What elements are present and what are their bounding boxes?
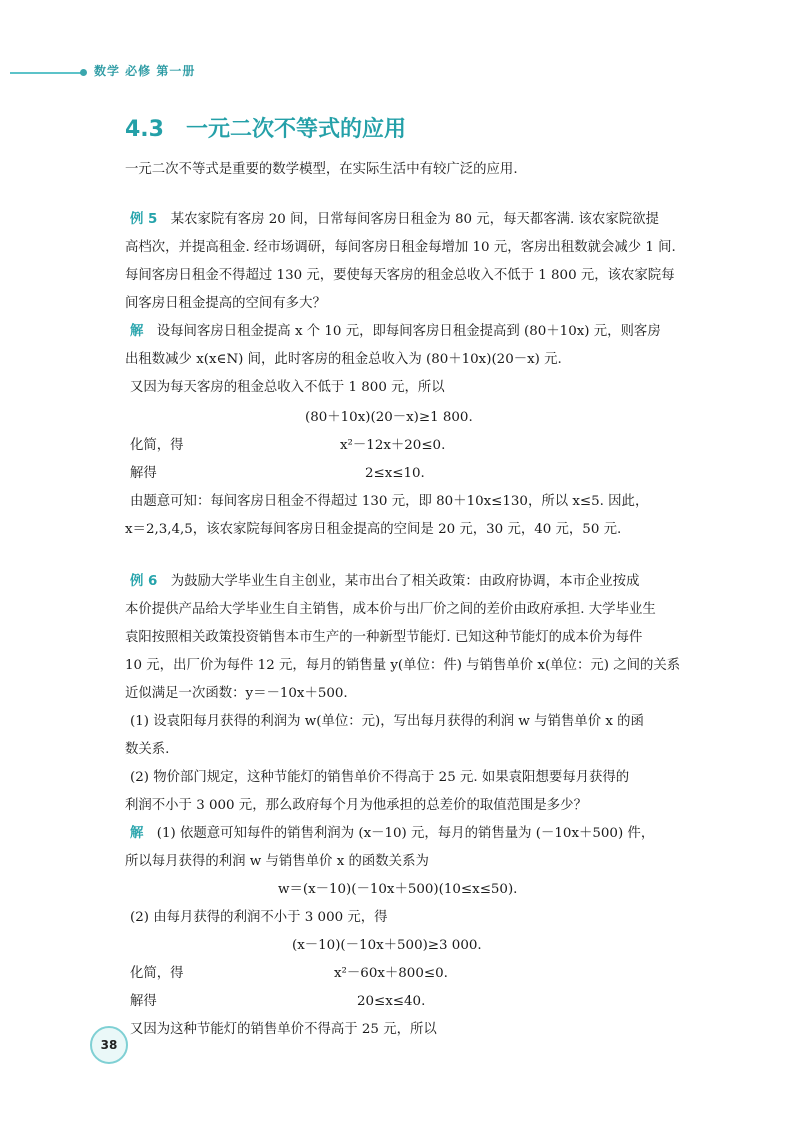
running-title: 数学 必修 第一册 <box>94 64 196 78</box>
example5-line-1: 例 5 某农家院有客房 20 间，日常每间客房日租金为 80 元，每天都客满. 该农家院欲提 <box>130 212 659 227</box>
example5-line-4: 间客房日租金提高的空间有多大？ <box>125 296 326 311</box>
header-dot <box>80 69 87 76</box>
example6-solution-line-1: 解 (1) 依题意可知每件的销售利润为 (x－10) 元，每月的销售量为 (－10x＋500) 件， <box>130 826 655 841</box>
example5-line-3: 每间客房日租金不得超过 130 元，要使每天客房的租金总收入不低于 1 800 元，该农家院每 <box>125 268 675 283</box>
example5-simplify-label: 化简，得 <box>130 438 184 453</box>
example6-line-5: 近似满足一次函数：y＝－10x＋500. <box>125 686 348 701</box>
example6-inequality-3: 20≤x≤40. <box>357 994 426 1009</box>
example5-inequality-2: x²－12x＋20≤0. <box>340 438 446 453</box>
example6-line-4: 10 元，出厂价为每件 12 元，每月的销售量 y(单位：件) 与销售单价 x(单位：元) 之间的关系 <box>125 658 681 673</box>
example6-solve-label: 解得 <box>130 994 157 1009</box>
page-number: 38 <box>90 1026 128 1064</box>
example5-solve-label: 解得 <box>130 466 157 481</box>
section-number: 4.3 <box>125 117 164 142</box>
example5-conclusion-1: 由题意可知：每间客房日租金不得超过 130 元，即 80＋10x≤130，所以 x≤5. 因此， <box>130 494 649 509</box>
section-title <box>125 112 406 143</box>
example5-conclusion-2: x＝2,3,4,5，该农家院每间客房日租金提高的空间是 20 元，30 元，40 元，50 元. <box>125 522 622 537</box>
example6-question1-line-2: 数关系. <box>125 742 170 757</box>
example6-simplify-label: 化简，得 <box>130 966 184 981</box>
example5-solution-line-2: 出租数减少 x(x∈N) 间，此时客房的租金总收入为 (80＋10x)(20－x) 元. <box>125 352 562 367</box>
example5-label: 例 5 <box>130 212 158 227</box>
example6-line-2: 本价提供产品给大学毕业生自主销售，成本价与出厂价之间的差价由政府承担. 大学毕业生 <box>125 602 656 617</box>
example5-inequality-1: (80＋10x)(20－x)≥1 800. <box>305 410 473 425</box>
example6-line-1: 例 6 为鼓励大学毕业生自主创业，某市出台了相关政策：由政府协调，本市企业按成 <box>130 574 640 589</box>
example6-profit-equation: w＝(x－10)(－10x＋500)(10≤x≤50). <box>278 882 518 897</box>
example5-line-2: 高档次，并提高租金. 经市场调研，每间客房日租金每增加 10 元，客房出租数就会减少 1 间. <box>125 240 676 255</box>
example6-question2-line-1: (2) 物价部门规定，这种节能灯的销售单价不得高于 25 元. 如果袁阳想要每月获得的 <box>130 770 630 785</box>
example6-solution-label: 解 <box>130 826 144 841</box>
header-rule <box>10 72 82 74</box>
intro-text: 一元二次不等式是重要的数学模型，在实际生活中有较广泛的应用. <box>125 162 518 177</box>
example5-solution-line-1: 解 设每间客房日租金提高 x 个 10 元，即每间客房日租金提高到 (80＋10x) 元，则客房 <box>130 324 661 339</box>
example6-label: 例 6 <box>130 574 158 589</box>
example6-inequality-1: (x－10)(－10x＋500)≥3 000. <box>292 938 482 953</box>
example6-inequality-2: x²－60x＋800≤0. <box>334 966 448 981</box>
section-heading: 一元二次不等式的应用 <box>185 117 406 142</box>
example5-solution-line-3: 又因为每天客房的租金总收入不低于 1 800 元，所以 <box>130 380 445 395</box>
example6-part2-line: (2) 由每月获得的利润不小于 3 000 元，得 <box>130 910 388 925</box>
example6-last-line: 又因为这种节能灯的销售单价不得高于 25 元，所以 <box>130 1022 437 1037</box>
example6-question2-line-2: 利润不小于 3 000 元，那么政府每个月为他承担的总差价的取值范围是多少？ <box>125 798 587 813</box>
example6-line-3: 袁阳按照相关政策投资销售本市生产的一种新型节能灯. 已知这种节能灯的成本价为每件 <box>125 630 643 645</box>
example5-solution-label: 解 <box>130 324 144 339</box>
example5-inequality-3: 2≤x≤10. <box>365 466 425 481</box>
example6-solution-line-2: 所以每月获得的利润 w 与销售单价 x 的函数关系为 <box>125 854 429 869</box>
example6-question1-line-1: (1) 设袁阳每月获得的利润为 w(单位：元)，写出每月获得的利润 w 与销售单价 x 的函 <box>130 714 644 729</box>
